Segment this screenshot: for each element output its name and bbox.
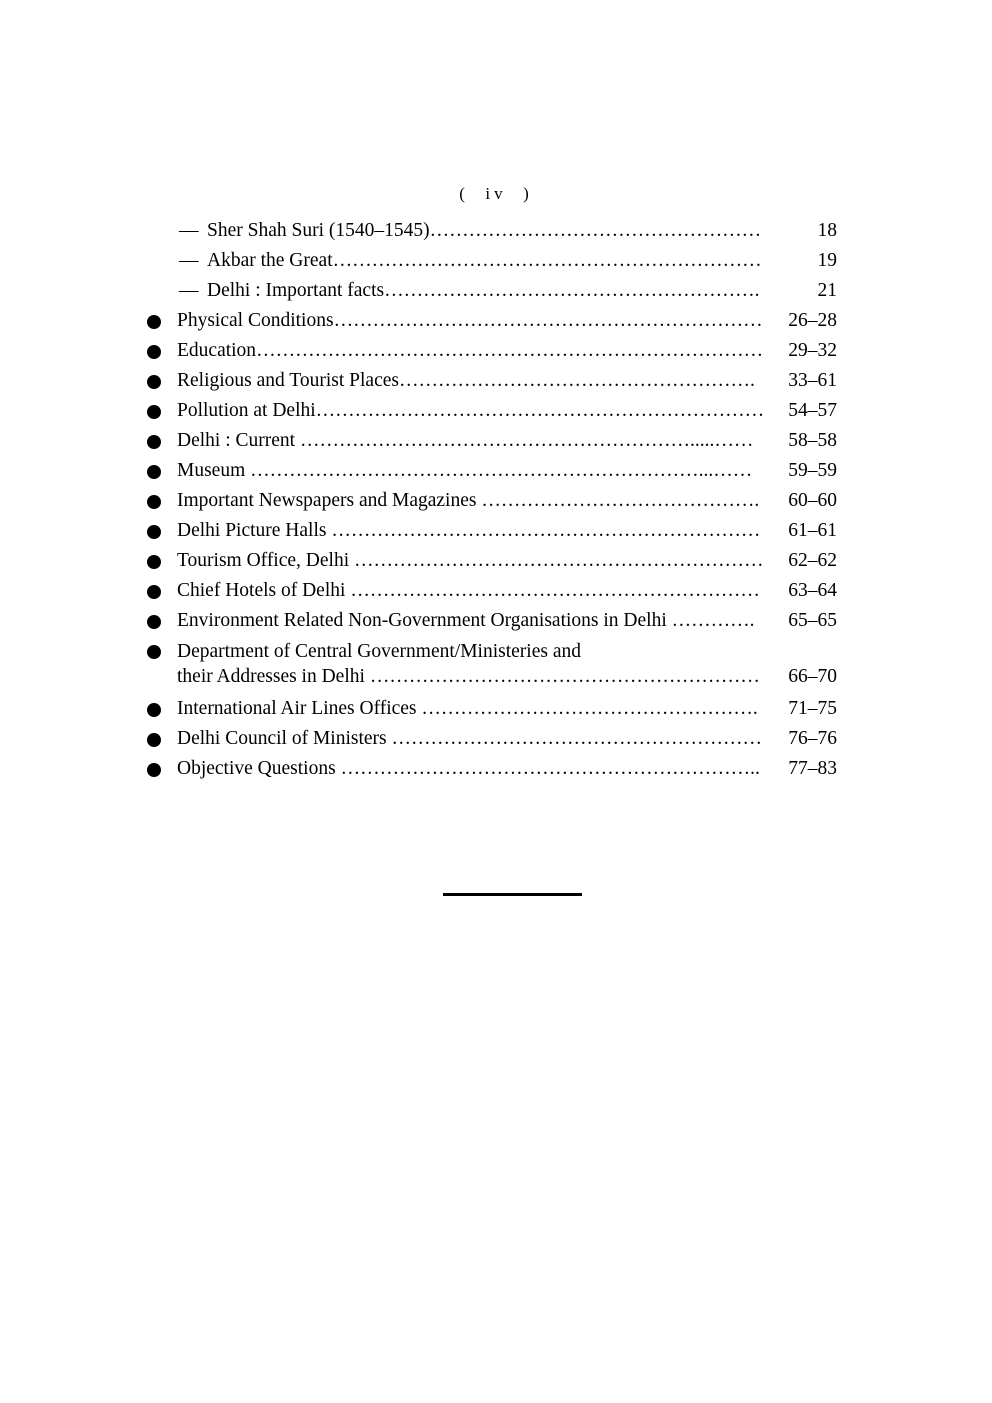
entry-pages: 63–64 bbox=[788, 580, 837, 601]
entry-pages: 65–65 bbox=[788, 610, 837, 631]
entry-pages: 62–62 bbox=[788, 550, 837, 571]
entry-title: Sher Shah Suri (1540–1545)…………………………………………… bbox=[207, 220, 762, 241]
bullet-icon bbox=[147, 555, 161, 569]
dot-leaders: ………………………………………………. bbox=[398, 370, 755, 391]
dot-leaders: ……………………………………. bbox=[481, 490, 760, 511]
entry-pages: 29–32 bbox=[788, 340, 837, 361]
entry-title: International Air Lines Offices ……………………………………………. bbox=[177, 698, 758, 719]
entry-pages: 76–76 bbox=[788, 728, 837, 749]
dot-leaders: …………………………………………………. bbox=[384, 280, 760, 301]
toc-entry bbox=[140, 306, 837, 336]
bullet-icon bbox=[147, 405, 161, 419]
entry-title: Delhi Council of Ministers ………………………………………………… bbox=[177, 728, 762, 749]
table-of-contents bbox=[140, 216, 837, 784]
entry-pages: 19 bbox=[817, 250, 837, 271]
toc-entry bbox=[140, 366, 837, 396]
entry-title: Chief Hotels of Delhi ……………………………………………………… bbox=[177, 580, 760, 601]
toc-entry bbox=[140, 606, 837, 636]
bullet-icon bbox=[147, 525, 161, 539]
bullet-icon bbox=[147, 615, 161, 629]
bullet-icon bbox=[147, 435, 161, 449]
toc-entry bbox=[140, 216, 837, 246]
entry-pages: 33–61 bbox=[788, 370, 837, 391]
toc-entry bbox=[140, 456, 837, 486]
bullet-icon bbox=[147, 345, 161, 359]
entry-title: Delhi : Current …………………………………………………….....…… bbox=[177, 430, 754, 451]
dot-leaders: ………………………………………………………… bbox=[331, 520, 761, 541]
toc-entry bbox=[140, 486, 837, 516]
toc-entry bbox=[140, 546, 837, 576]
toc-entry bbox=[140, 396, 837, 426]
dot-leaders: …………………………………………………… bbox=[369, 666, 760, 687]
bullet-icon bbox=[147, 315, 161, 329]
entry-pages: 18 bbox=[817, 220, 837, 241]
entry-title: Objective Questions ……………………………………………………….. bbox=[177, 758, 760, 779]
dot-leaders: ……………………………………………………………...…… bbox=[250, 460, 753, 481]
entry-pages: 60–60 bbox=[788, 490, 837, 511]
entry-pages: 77–83 bbox=[788, 758, 837, 779]
entry-pages: 54–57 bbox=[788, 400, 837, 421]
entry-pages: 26–28 bbox=[788, 310, 837, 331]
end-rule-divider bbox=[443, 893, 582, 896]
dash-marker: — bbox=[179, 280, 199, 301]
entry-title: Akbar the Great………………………………………………………… bbox=[207, 250, 762, 271]
dot-leaders: …………………………………………………….....…… bbox=[299, 430, 754, 451]
bullet-icon bbox=[147, 763, 161, 777]
entry-title: Education…………………………………………………………………… bbox=[177, 340, 764, 361]
entry-pages: 59–59 bbox=[788, 460, 837, 481]
dot-leaders: …………………………………………………………………… bbox=[256, 340, 764, 361]
dot-leaders: ……………………………………………………… bbox=[354, 550, 764, 571]
entry-title: Department of Central Government/Ministeries and their Addresses in Delhi …………………………………………………… bbox=[177, 641, 760, 687]
bullet-icon bbox=[147, 465, 161, 479]
entry-title: Environment Related Non-Government Organisations in Delhi …………. bbox=[177, 610, 755, 631]
dot-leaders: ………………………………………………………… bbox=[332, 250, 762, 271]
entry-pages: 66–70 bbox=[788, 666, 837, 687]
entry-title: Delhi Picture Halls ………………………………………………………… bbox=[177, 520, 761, 541]
entry-title: Religious and Tourist Places………………………………………………. bbox=[177, 370, 755, 391]
toc-entry bbox=[140, 246, 837, 276]
entry-title: Important Newspapers and Magazines ……………………………………. bbox=[177, 490, 760, 511]
entry-pages: 71–75 bbox=[788, 698, 837, 719]
entry-pages: 21 bbox=[817, 280, 837, 301]
bullet-icon bbox=[147, 585, 161, 599]
toc-entry bbox=[140, 694, 837, 724]
bullet-icon bbox=[147, 375, 161, 389]
dot-leaders: ……………………………………………. bbox=[421, 698, 758, 719]
dot-leaders: …………. bbox=[671, 610, 755, 631]
toc-entry bbox=[140, 336, 837, 366]
entry-title: Museum ……………………………………………………………...…… bbox=[177, 460, 753, 481]
toc-entry bbox=[140, 576, 837, 606]
dot-leaders: …………………………………………………………… bbox=[315, 400, 765, 421]
page-number: ( iv ) bbox=[459, 184, 533, 203]
dash-marker: — bbox=[179, 250, 199, 271]
toc-entry bbox=[140, 754, 837, 784]
bullet-icon bbox=[147, 703, 161, 717]
dot-leaders: ………………………………………………… bbox=[391, 728, 762, 749]
dot-leaders: ………………………………………………………… bbox=[333, 310, 763, 331]
toc-entry bbox=[140, 516, 837, 546]
entry-title: Pollution at Delhi…………………………………………………………… bbox=[177, 400, 765, 421]
dot-leaders: …………………………………………… bbox=[429, 220, 762, 241]
entry-title: Delhi : Important facts…………………………………………………. bbox=[207, 280, 760, 301]
entry-title: Tourism Office, Delhi ……………………………………………………… bbox=[177, 550, 764, 571]
entry-pages: 58–58 bbox=[788, 430, 837, 451]
toc-entry bbox=[140, 276, 837, 306]
bullet-icon bbox=[147, 733, 161, 747]
toc-entry bbox=[140, 636, 837, 694]
bullet-icon bbox=[147, 495, 161, 509]
dot-leaders: ……………………………………………………… bbox=[350, 580, 760, 601]
toc-entry bbox=[140, 426, 837, 456]
entry-title: Physical Conditions………………………………………………………… bbox=[177, 310, 763, 331]
entry-pages: 61–61 bbox=[788, 520, 837, 541]
toc-entry bbox=[140, 724, 837, 754]
bullet-icon bbox=[147, 645, 161, 659]
dash-marker: — bbox=[179, 220, 199, 241]
dot-leaders: ……………………………………………………….. bbox=[340, 758, 760, 779]
